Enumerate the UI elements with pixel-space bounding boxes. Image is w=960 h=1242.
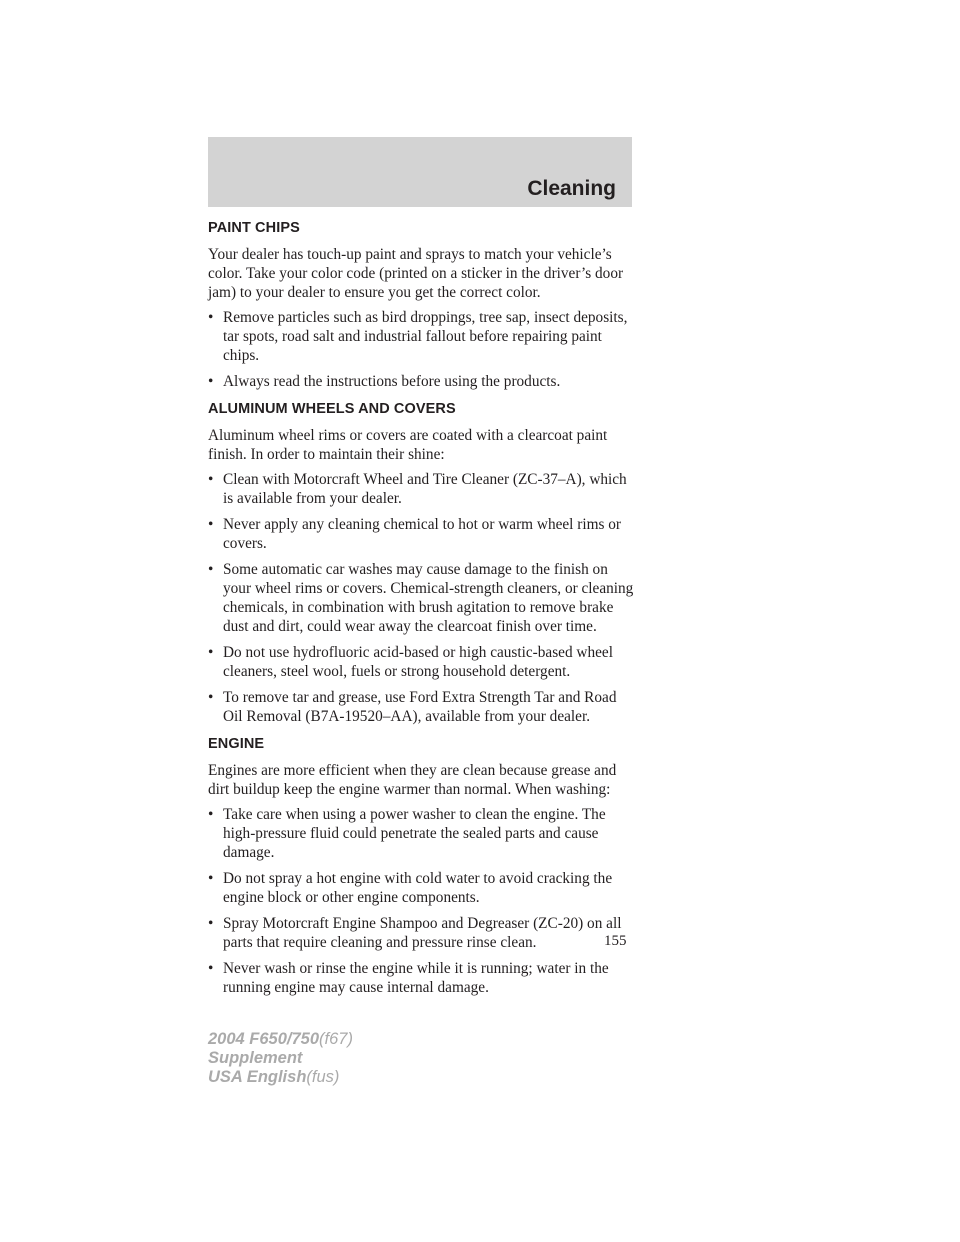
list-item-text: Do not spray a hot engine with cold water to avoid cracking the engine block or other engine components. (223, 870, 613, 906)
list-item (208, 515, 638, 553)
list-item (208, 869, 638, 907)
bullet-list (208, 805, 638, 997)
bullet-icon: • (208, 915, 214, 932)
list-item (208, 308, 638, 365)
bullet-icon: • (208, 960, 214, 977)
bullet-list (208, 308, 638, 391)
list-item (208, 470, 638, 508)
bullet-icon: • (208, 644, 214, 661)
list-item (208, 560, 638, 636)
section-title: Cleaning (527, 177, 616, 200)
list-item (208, 372, 638, 391)
list-item-text: Clean with Motorcraft Wheel and Tire Cleaner (ZC-37–A), which is available from your dealer. (223, 471, 627, 507)
list-item-text: Some automatic car washes may cause damage to the finish on your wheel rims or covers. Chemical-strength cleaners, or cleaning chemicals, in combination with brush agitation to remove brake dust and dirt, could wear away the clearcoat finish over time. (223, 561, 634, 635)
section-heading: ENGINE (208, 736, 265, 752)
list-item (208, 805, 638, 862)
bullet-icon: • (208, 806, 214, 823)
footer-model: 2004 F650/750 (208, 1030, 320, 1048)
section-paragraph: Engines are more efficient when they are clean because grease and dirt buildup keep the engine warmer than normal. When washing: (208, 762, 617, 798)
section-heading: ALUMINUM WHEELS AND COVERS (208, 401, 456, 417)
header-band (208, 137, 632, 207)
bullet-icon: • (208, 689, 214, 706)
footer-line-supplement (208, 1049, 353, 1068)
section-paragraph: Aluminum wheel rims or covers are coated with a clearcoat paint finish. In order to maintain their shine: (208, 427, 608, 463)
list-item-text: Never wash or rinse the engine while it is running; water in the running engine may cause internal damage. (223, 960, 609, 996)
list-item (208, 688, 638, 726)
section-paragraph: Your dealer has touch-up paint and sprays to match your vehicle’s color. Take your color code (printed on a sticker in the driver’s door jam) to your dealer to ensure you get the correct color. (208, 246, 624, 301)
footer-model-code: (f67) (319, 1030, 353, 1048)
list-item-text: Never apply any cleaning chemical to hot or warm wheel rims or covers. (223, 516, 622, 552)
page-number: 155 (604, 933, 627, 949)
list-item-text: Spray Motorcraft Engine Shampoo and Degreaser (ZC-20) on all parts that require cleaning and pressure rinse clean. (223, 915, 622, 951)
section-heading: PAINT CHIPS (208, 220, 300, 236)
bullet-icon: • (208, 471, 214, 488)
list-item-text: Take care when using a power washer to clean the engine. The high-pressure fluid could penetrate the sealed parts and cause damage. (223, 806, 606, 861)
page-content (208, 220, 638, 1007)
footer-language-code: (fus) (306, 1068, 340, 1086)
bullet-icon: • (208, 516, 214, 533)
bullet-icon: • (208, 373, 214, 390)
section-paint-chips (208, 220, 638, 391)
bullet-icon: • (208, 870, 214, 887)
section-aluminum-wheels (208, 401, 638, 726)
section-engine (208, 736, 638, 997)
list-item (208, 959, 638, 997)
list-item (208, 643, 638, 681)
footer-line-language (208, 1068, 353, 1087)
bullet-icon: • (208, 309, 214, 326)
list-item-text: Always read the instructions before using the products. (223, 373, 561, 390)
footer-supplement: Supplement (208, 1049, 303, 1067)
bullet-icon: • (208, 561, 214, 578)
list-item-text: To remove tar and grease, use Ford Extra Strength Tar and Road Oil Removal (B7A-19520–AA), available from your dealer. (223, 689, 617, 725)
footer-line-model (208, 1030, 353, 1049)
footer-imprint (208, 1030, 353, 1087)
list-item (208, 914, 638, 952)
list-item-text: Remove particles such as bird droppings, tree sap, insect deposits, tar spots, road salt and industrial fallout before repairing paint chips. (223, 309, 628, 364)
list-item-text: Do not use hydrofluoric acid-based or high caustic-based wheel cleaners, steel wool, fuels or strong household detergent. (223, 644, 613, 680)
bullet-list (208, 470, 638, 726)
footer-language: USA English (208, 1068, 307, 1086)
